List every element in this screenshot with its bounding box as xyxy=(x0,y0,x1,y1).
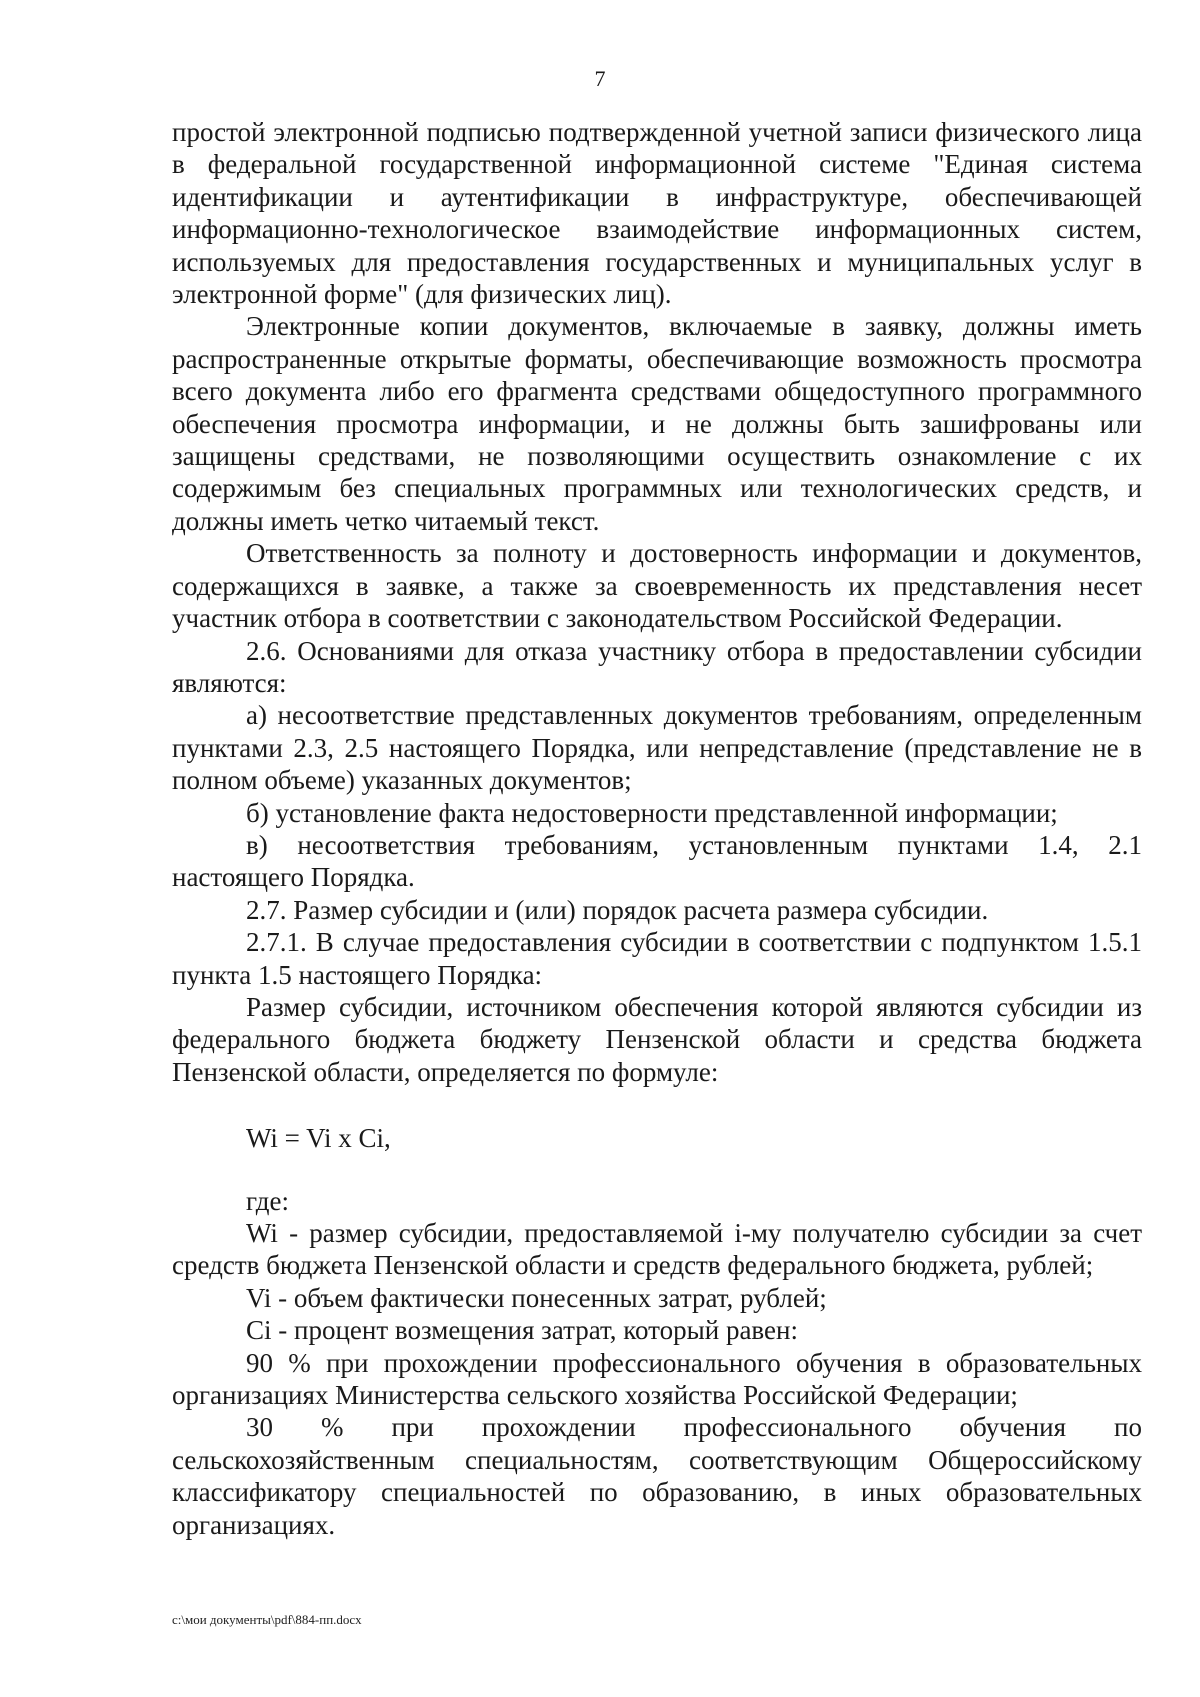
paragraph: Размер субсидии, источником обеспечения которой являются субсидии из федерального бюджета бюджету Пензенской области и средства бюджета Пензенской области, определяется по формуле: xyxy=(172,991,1142,1087)
paragraph: 2.6. Основаниями для отказа участнику отбора в предоставлении субсидии являются: xyxy=(172,635,1142,698)
definition-item: Vi - объем фактически понесенных затрат, рублей; xyxy=(246,1282,827,1313)
definition-item: 90 % при прохождении профессионального обучения в образовательных организациях Министерства сельского хозяйства Российской Федерации; xyxy=(172,1347,1142,1411)
definition-item: 30 % при прохождении профессионального обучения по сельскохозяйственным специальностям, соответствующим Общероссийскому классификатору специальностей по образованию, в иных образовательных организациях. xyxy=(172,1412,1142,1540)
formula: Wi = Vi x Ci, xyxy=(246,1123,391,1154)
paragraph: Электронные копии документов, включаемые в заявку, должны иметь распространенные открытые форматы, обеспечивающие возможность просмотра всего документа либо его фрагмента средствами общедоступного программного обеспечения просмотра информации, и не должны быть зашифрованы или защищены средствами, не позволяющими осуществить ознакомление с их содержимым без специальных программных или технологических средств, и должны иметь четко читаемый текст. xyxy=(172,311,1142,536)
file-path-footer: c:\мои документы\pdf\884-пп.docx xyxy=(172,1612,362,1627)
definition-item: Ci - процент возмещения затрат, который равен: xyxy=(246,1315,798,1346)
definition-intro: где: xyxy=(246,1185,289,1216)
definition-item: Wi - размер субсидии, предоставляемой i-му получателю субсидии за счет средств бюджета Пензенской области и средств федерального бюджета, рублей; xyxy=(172,1218,1142,1281)
paragraph: 2.7. Размер субсидии и (или) порядок расчета размера субсидии. xyxy=(246,894,989,925)
paragraph: простой электронной подписью подтвержденной учетной записи физического лица в федеральной государственной информационной системе "Единая система идентификации и аутентификации в инфраструктуре, обеспечивающей информационно-технологическое взаимодействие информационных систем, используемых для предоставления государственных и муниципальных услуг в электронной форме" (для физических лиц). xyxy=(172,117,1142,310)
paragraph: Ответственность за полноту и достоверность информации и документов, содержащихся в заявке, а также за своевременность их представления несет участник отбора в соответствии с законодательством Российской Федерации. xyxy=(172,538,1142,634)
list-item: б) установление факта недостоверности представленной информации; xyxy=(246,797,1058,828)
paragraph: 2.7.1. В случае предоставления субсидии в соответствии с подпунктом 1.5.1 пункта 1.5 настоящего Порядка: xyxy=(172,927,1142,990)
list-item: в) несоответствия требованиям, установленным пунктами 1.4, 2.1 настоящего Порядка. xyxy=(172,829,1142,893)
list-item: а) несоответствие представленных документов требованиям, определенным пунктами 2.3, 2.5 настоящего Порядка, или непредставление (представление не в полном объеме) указанных документов; xyxy=(172,700,1142,796)
page-number: 7 xyxy=(594,66,606,91)
document-body xyxy=(172,116,1142,1541)
